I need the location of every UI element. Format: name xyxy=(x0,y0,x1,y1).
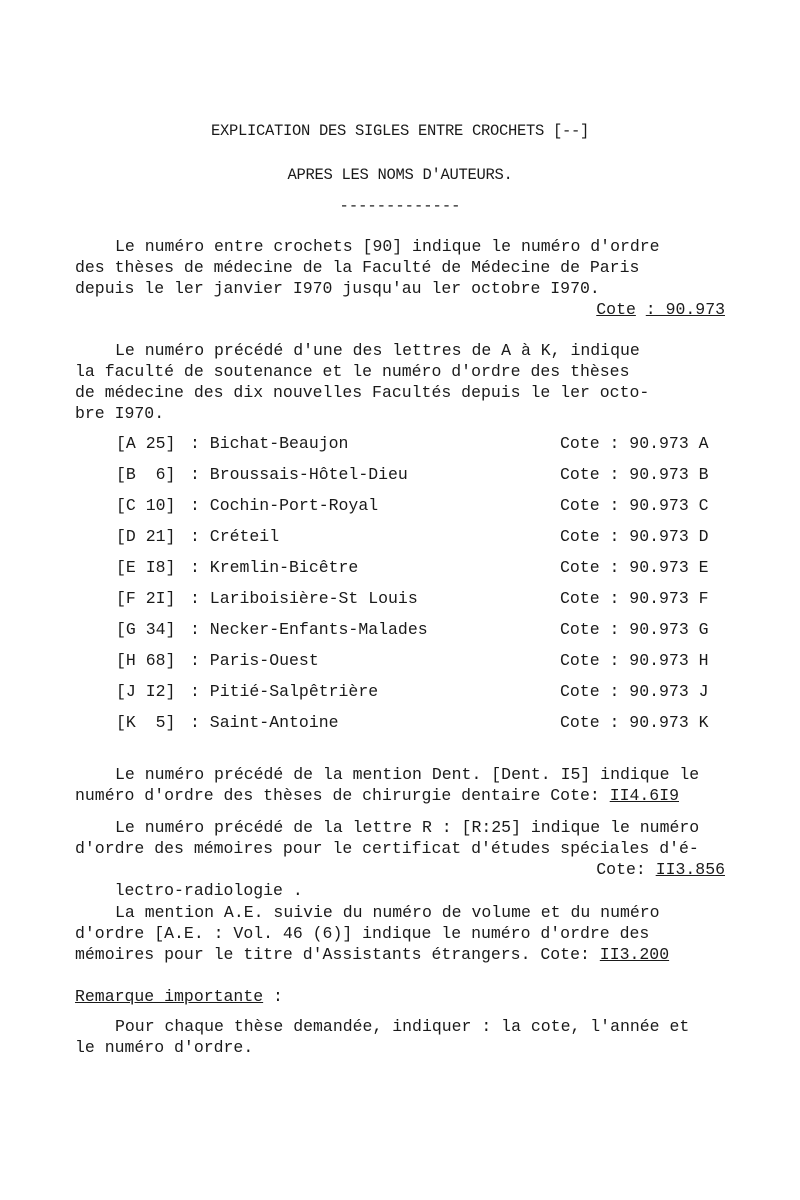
faculty-cote: Cote : 90.973 C xyxy=(560,496,709,515)
faculty-name: : Lariboisière-St Louis xyxy=(190,589,418,608)
cote-value: II4.6I9 xyxy=(609,786,679,805)
paragraph-text: mémoires pour le titre d'Assistants étrangers. Cote: xyxy=(75,945,600,964)
faculty-code: [F 2I] xyxy=(116,589,176,608)
paragraph-line: le numéro d'ordre. xyxy=(75,1038,254,1057)
cote-reference xyxy=(596,859,725,880)
faculty-name: : Bichat-Beaujon xyxy=(190,434,349,453)
document-title: EXPLICATION DES SIGLES ENTRE CROCHETS [--] xyxy=(210,122,590,140)
cote-line xyxy=(75,299,725,320)
paragraph-line: des thèses de médecine de la Faculté de Médecine de Paris xyxy=(75,258,640,277)
faculty-code: [J I2] xyxy=(116,682,176,701)
paragraph-line: La mention A.E. suivie du numéro de volume et du numéro xyxy=(115,903,660,922)
paragraph-line: Le numéro entre crochets [90] indique le numéro d'ordre xyxy=(115,237,660,256)
faculty-cote: Cote : 90.973 G xyxy=(560,620,709,639)
cote-value: : 90.973 xyxy=(645,300,725,319)
faculty-name: : Kremlin-Bicêtre xyxy=(190,558,359,577)
faculty-name: : Saint-Antoine xyxy=(190,713,339,732)
faculty-cote: Cote : 90.973 J xyxy=(560,682,709,701)
paragraph-line: Le numéro précédé d'une des lettres de A à K, indique xyxy=(115,341,640,360)
faculty-code: [C 10] xyxy=(116,496,176,515)
faculty-cote: Cote : 90.973 B xyxy=(560,465,709,484)
paragraph-line xyxy=(75,944,725,965)
title-separator: ------------- xyxy=(339,197,461,215)
paragraph-text: lectro-radiologie . xyxy=(114,881,303,900)
cote-value: II3.200 xyxy=(599,945,670,964)
paragraph-line: bre I970. xyxy=(75,404,165,423)
remark-heading xyxy=(75,986,283,1007)
cote-value: II3.856 xyxy=(655,860,725,879)
faculty-row xyxy=(116,650,728,681)
cote-label: Cote xyxy=(596,300,636,319)
faculty-cote: Cote : 90.973 A xyxy=(560,434,709,453)
cote-label: Cote: xyxy=(596,860,656,879)
faculty-code: [D 21] xyxy=(116,527,176,546)
paragraph-radiology xyxy=(75,817,725,900)
faculty-row xyxy=(116,681,728,712)
cote-reference xyxy=(596,299,725,320)
paragraph-new-faculties xyxy=(75,340,725,424)
paragraph-line: de médecine des dix nouvelles Facultés depuis le ler octo- xyxy=(75,383,650,402)
faculty-cote: Cote : 90.973 D xyxy=(560,527,709,546)
faculty-code: [E I8] xyxy=(116,558,176,577)
paragraph-line: depuis le ler janvier I970 jusqu'au ler octobre I970. xyxy=(75,279,600,298)
faculty-row xyxy=(116,557,728,588)
faculty-row xyxy=(116,433,728,464)
faculty-code: [A 25] xyxy=(116,434,176,453)
faculty-cote: Cote : 90.973 E xyxy=(560,558,709,577)
faculty-code: [H 68] xyxy=(116,651,176,670)
faculty-code: [G 34] xyxy=(116,620,176,639)
faculty-row xyxy=(116,588,728,619)
faculty-row xyxy=(116,495,728,526)
document-subtitle: APRES LES NOMS D'AUTEURS. xyxy=(287,166,513,184)
paragraph-foreign-assistants xyxy=(75,902,725,965)
faculty-row xyxy=(116,464,728,495)
faculty-name: : Broussais-Hôtel-Dieu xyxy=(190,465,408,484)
paragraph-dental xyxy=(75,764,725,806)
faculty-row xyxy=(116,619,728,650)
faculty-cote: Cote : 90.973 H xyxy=(560,651,709,670)
faculty-name: : Necker-Enfants-Malades xyxy=(190,620,428,639)
paragraph-line: Pour chaque thèse demandée, indiquer : la cote, l'année et xyxy=(115,1017,690,1036)
paragraph-line xyxy=(75,785,725,806)
faculty-row xyxy=(116,526,728,557)
paragraph-line: la faculté de soutenance et le numéro d'ordre des thèses xyxy=(75,362,630,381)
faculty-name: : Cochin-Port-Royal xyxy=(190,496,379,515)
paragraph-line: Le numéro précédé de la mention Dent. [Dent. I5] indique le xyxy=(115,765,700,784)
paragraph-line: d'ordre des mémoires pour le certificat d'études spéciales d'é- xyxy=(75,839,699,858)
faculty-code: [B 6] xyxy=(116,465,176,484)
paragraph-remark xyxy=(75,1016,725,1058)
paragraph-paris-theses xyxy=(75,236,725,320)
faculty-name: : Pitié-Salpêtrière xyxy=(190,682,379,701)
remark-colon: : xyxy=(263,987,283,1006)
faculty-code: [K 5] xyxy=(116,713,176,732)
paragraph-line: Le numéro précédé de la lettre R : [R:25] indique le numéro xyxy=(115,818,700,837)
faculty-name: : Paris-Ouest xyxy=(190,651,319,670)
remark-heading-text: Remarque importante xyxy=(75,987,264,1006)
paragraph-line xyxy=(75,859,725,900)
paragraph-line: d'ordre [A.E. : Vol. 46 (6)] indique le numéro d'ordre des xyxy=(75,924,650,943)
faculty-row xyxy=(116,712,728,743)
faculty-list xyxy=(116,433,728,743)
faculty-cote: Cote : 90.973 K xyxy=(560,713,709,732)
paragraph-text: numéro d'ordre des thèses de chirurgie dentaire Cote: xyxy=(75,786,610,805)
faculty-cote: Cote : 90.973 F xyxy=(560,589,709,608)
faculty-name: : Créteil xyxy=(190,527,280,546)
